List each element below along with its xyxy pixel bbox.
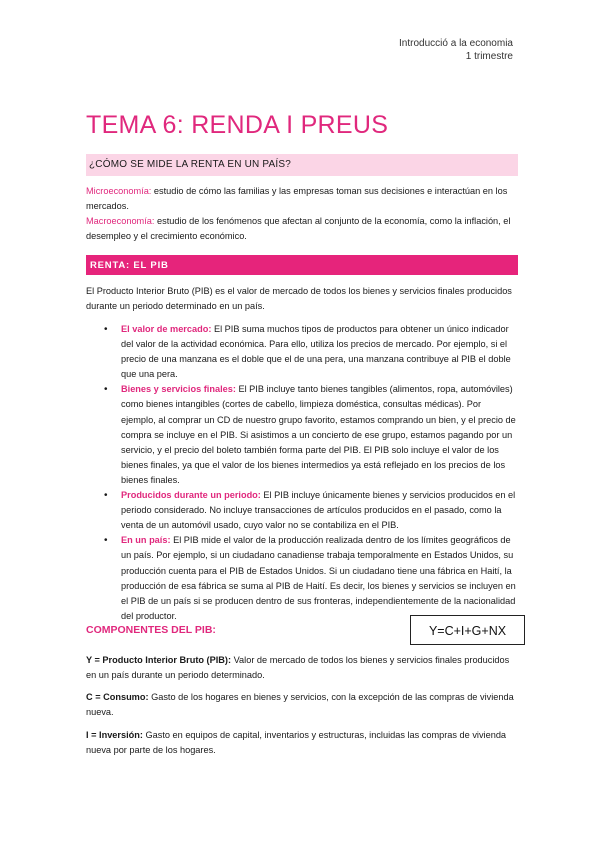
component-text: Gasto en equipos de capital, inventarios y estructuras, incluidas las compras de vivienda nueva por parte de los hogares. — [86, 730, 507, 755]
bullet-text: El PIB incluye únicamente bienes y servicios producidos en el periodo considerado. No incluye transacciones de artículos producidos en el pasado, como la venta de un automóvil usado, cuyo valor no se contabiliza en el PIB. — [121, 490, 516, 531]
micro-text: estudio de cómo las familias y las empresas toman sus decisiones e interactúan en los mercados. — [86, 186, 508, 211]
bullet-text: El PIB suma muchos tipos de productos para obtener un único indicador del valor de la actividad económica. Para ello, utiliza los precios de mercado. Por ejemplo, si el precio de una manzana es el doble que el de una pera, una manzana contribuye al PIB el doble que una pera. — [121, 324, 511, 380]
course-name: Introducció a la economia — [399, 38, 513, 49]
term-label: 1 trimestre — [465, 51, 513, 62]
section-heading: ¿CÓMO SE MIDE LA RENTA EN UN PAÍS? — [89, 159, 292, 170]
micro-definition — [86, 184, 518, 214]
component-text: Gasto de los hogares en bienes y servicios, con la excepción de las compras de vivienda nueva. — [86, 692, 514, 717]
pib-bullet-list — [86, 322, 518, 624]
bullet-term: Producidos durante un periodo: — [121, 490, 261, 501]
bullet-term: En un país: — [121, 535, 171, 546]
bullet-text: El PIB mide el valor de la producción realizada dentro de los límites geográficos de un país. Por ejemplo, si un ciudadano canadiense trabaja temporalmente en Estados Unidos, su producción cuenta para el PIB de Estados Unidos. Si un ciudadano tiene una fábrica en Haití, la producción de esa fábrica se suma al PIB de Haití. Es decir, los bienes y servicios se incluyen en el PIB de un país si se producen dentro de sus fronteras, independientemente de la nacionalidad del productor. — [121, 535, 516, 621]
component-definition — [86, 690, 518, 720]
section-heading-bar — [86, 255, 518, 275]
page-title: TEMA 6: RENDA I PREUS — [86, 111, 389, 139]
section-heading-bar — [86, 154, 518, 176]
bullet-term: El valor de mercado: — [121, 324, 212, 334]
macro-definition — [86, 214, 518, 244]
list-item — [86, 533, 518, 624]
macro-term: Macroeconomía: — [86, 216, 155, 226]
component-term: Y = Producto Interior Bruto (PIB): — [86, 655, 232, 665]
list-item — [86, 488, 518, 533]
component-definition — [86, 653, 518, 683]
macro-text: estudio de los fenómenos que afectan al conjunto de la economía, como la inflación, el desempleo y el crecimiento económico. — [86, 216, 511, 241]
list-item — [86, 322, 518, 382]
component-definition — [86, 728, 518, 758]
micro-term: Microeconomía: — [86, 186, 152, 196]
component-term: I = Inversión: — [86, 730, 143, 740]
page-header — [399, 37, 513, 63]
bullet-text: El PIB incluye tanto bienes tangibles (alimentos, ropa, automóviles) como bienes intangibles (cortes de cabello, limpieza doméstica, consultas médicas). Por ejemplo, al comprar un CD de nuestro grupo favorito, estamos comprando un bien, y el precio de compra se incluye en el PIB. Si asistimos a un concierto de ese grupo, estamos pagando por un servicio, y el precio del boleto también forma parte del PIB. El PIB solo incluye el valor de los bienes finales, ya que el valor de los bienes intermedios ya está reflejado en los precios de los bienes finales. — [121, 384, 516, 485]
component-term: C = Consumo: — [86, 692, 149, 702]
component-text: Valor de mercado de todos los bienes y servicios finales producidos en un país durante un periodo determinado. — [86, 655, 510, 680]
formula-box — [410, 615, 525, 645]
pib-intro: El Producto Interior Bruto (PIB) es el valor de mercado de todos los bienes y servicios finales producidos durante un periodo determinado en un país. — [86, 286, 512, 311]
formula: Y=C+I+G+NX — [428, 624, 507, 638]
section-heading: RENTA: EL PIB — [90, 260, 169, 271]
bullet-term: Bienes y servicios finales: — [121, 384, 236, 395]
list-item — [86, 382, 518, 488]
components-heading: COMPONENTES DEL PIB: — [86, 624, 216, 636]
